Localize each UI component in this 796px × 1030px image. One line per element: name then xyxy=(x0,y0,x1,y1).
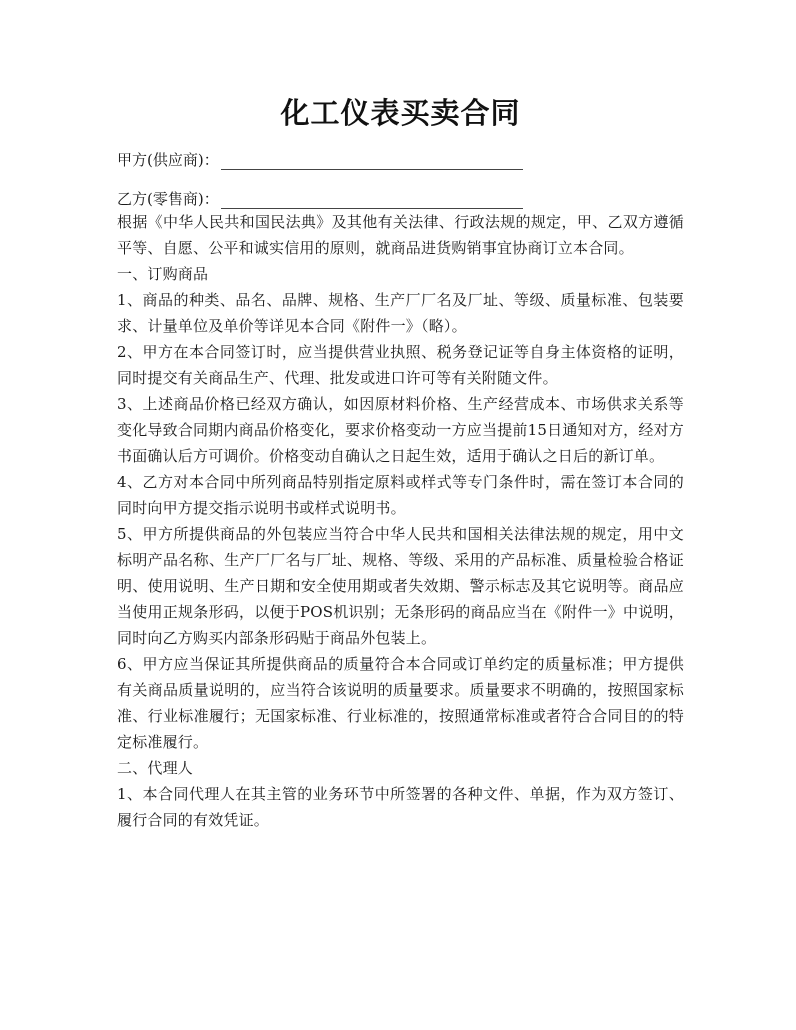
clause-1-5: 5、甲方所提供商品的外包装应当符合中华人民共和国相关法律法规的规定，用中文标明产品名称、生产厂厂名与厂址、规格、等级、采用的产品标准、质量检验合格证明、使用说明、生产日期和安全使用期或者失效期、警示标志及其它说明等。商品应当使用正规条形码，以便于POS机识别；无条形码的商品应当在《附件一》中说明，同时向乙方购买内部条形码贴于商品外包装上。 xyxy=(117,525,684,647)
clause-2-1: 1、本合同代理人在其主管的业务环节中所签署的各种文件、单据，作为双方签订、履行合同的有效凭证。 xyxy=(117,785,684,829)
clause-1-3: 3、上述商品价格已经双方确认，如因原材料价格、生产经营成本、市场供求关系等变化导致合同期内商品价格变化，要求价格变动一方应当提前15日通知对方，经对方书面确认后方可调价。价格变动自确认之日起生效，适用于确认之日后的新订单。 xyxy=(117,395,684,465)
party-b-blank-field xyxy=(221,194,523,209)
party-a-blank-field xyxy=(221,155,523,170)
clause-1-4: 4、乙方对本合同中所列商品特别指定原料或样式等专门条件时，需在签订本合同的同时向甲方提交指示说明书或样式说明书。 xyxy=(117,473,684,517)
document-title: 化工仪表买卖合同 xyxy=(280,96,521,130)
section-heading-2: 二、代理人 xyxy=(117,759,194,777)
clause-1-2: 2、甲方在本合同签订时，应当提供营业执照、税务登记证等自身主体资格的证明，同时提交有关商品生产、代理、批发或进口许可等有关附随文件。 xyxy=(117,343,684,387)
party-b-label: 乙方(零售商)： xyxy=(117,190,219,208)
clause-1-6: 6、甲方应当保证其所提供商品的质量符合本合同或订单约定的质量标准；甲方提供有关商品质量说明的，应当符合该说明的质量要求。质量要求不明确的，按照国家标准、行业标准履行；无国家标准、行业标准的，按照通常标准或者符合合同目的的特定标准履行。 xyxy=(117,655,684,751)
clause-1-1: 1、商品的种类、品名、品牌、规格、生产厂厂名及厂址、等级、质量标准、包装要求、计量单位及单价等详见本合同《附件一》（略）。 xyxy=(117,291,684,335)
intro-paragraph: 根据《中华人民共和国民法典》及其他有关法律、行政法规的规定，甲、乙双方遵循平等、自愿、公平和诚实信用的原则，就商品进货购销事宜协商订立本合同。 xyxy=(117,213,684,257)
party-b-line xyxy=(117,189,684,209)
party-a-label: 甲方(供应商)： xyxy=(117,151,219,169)
party-a-line xyxy=(117,150,684,170)
section-heading-1: 一、订购商品 xyxy=(117,265,209,283)
